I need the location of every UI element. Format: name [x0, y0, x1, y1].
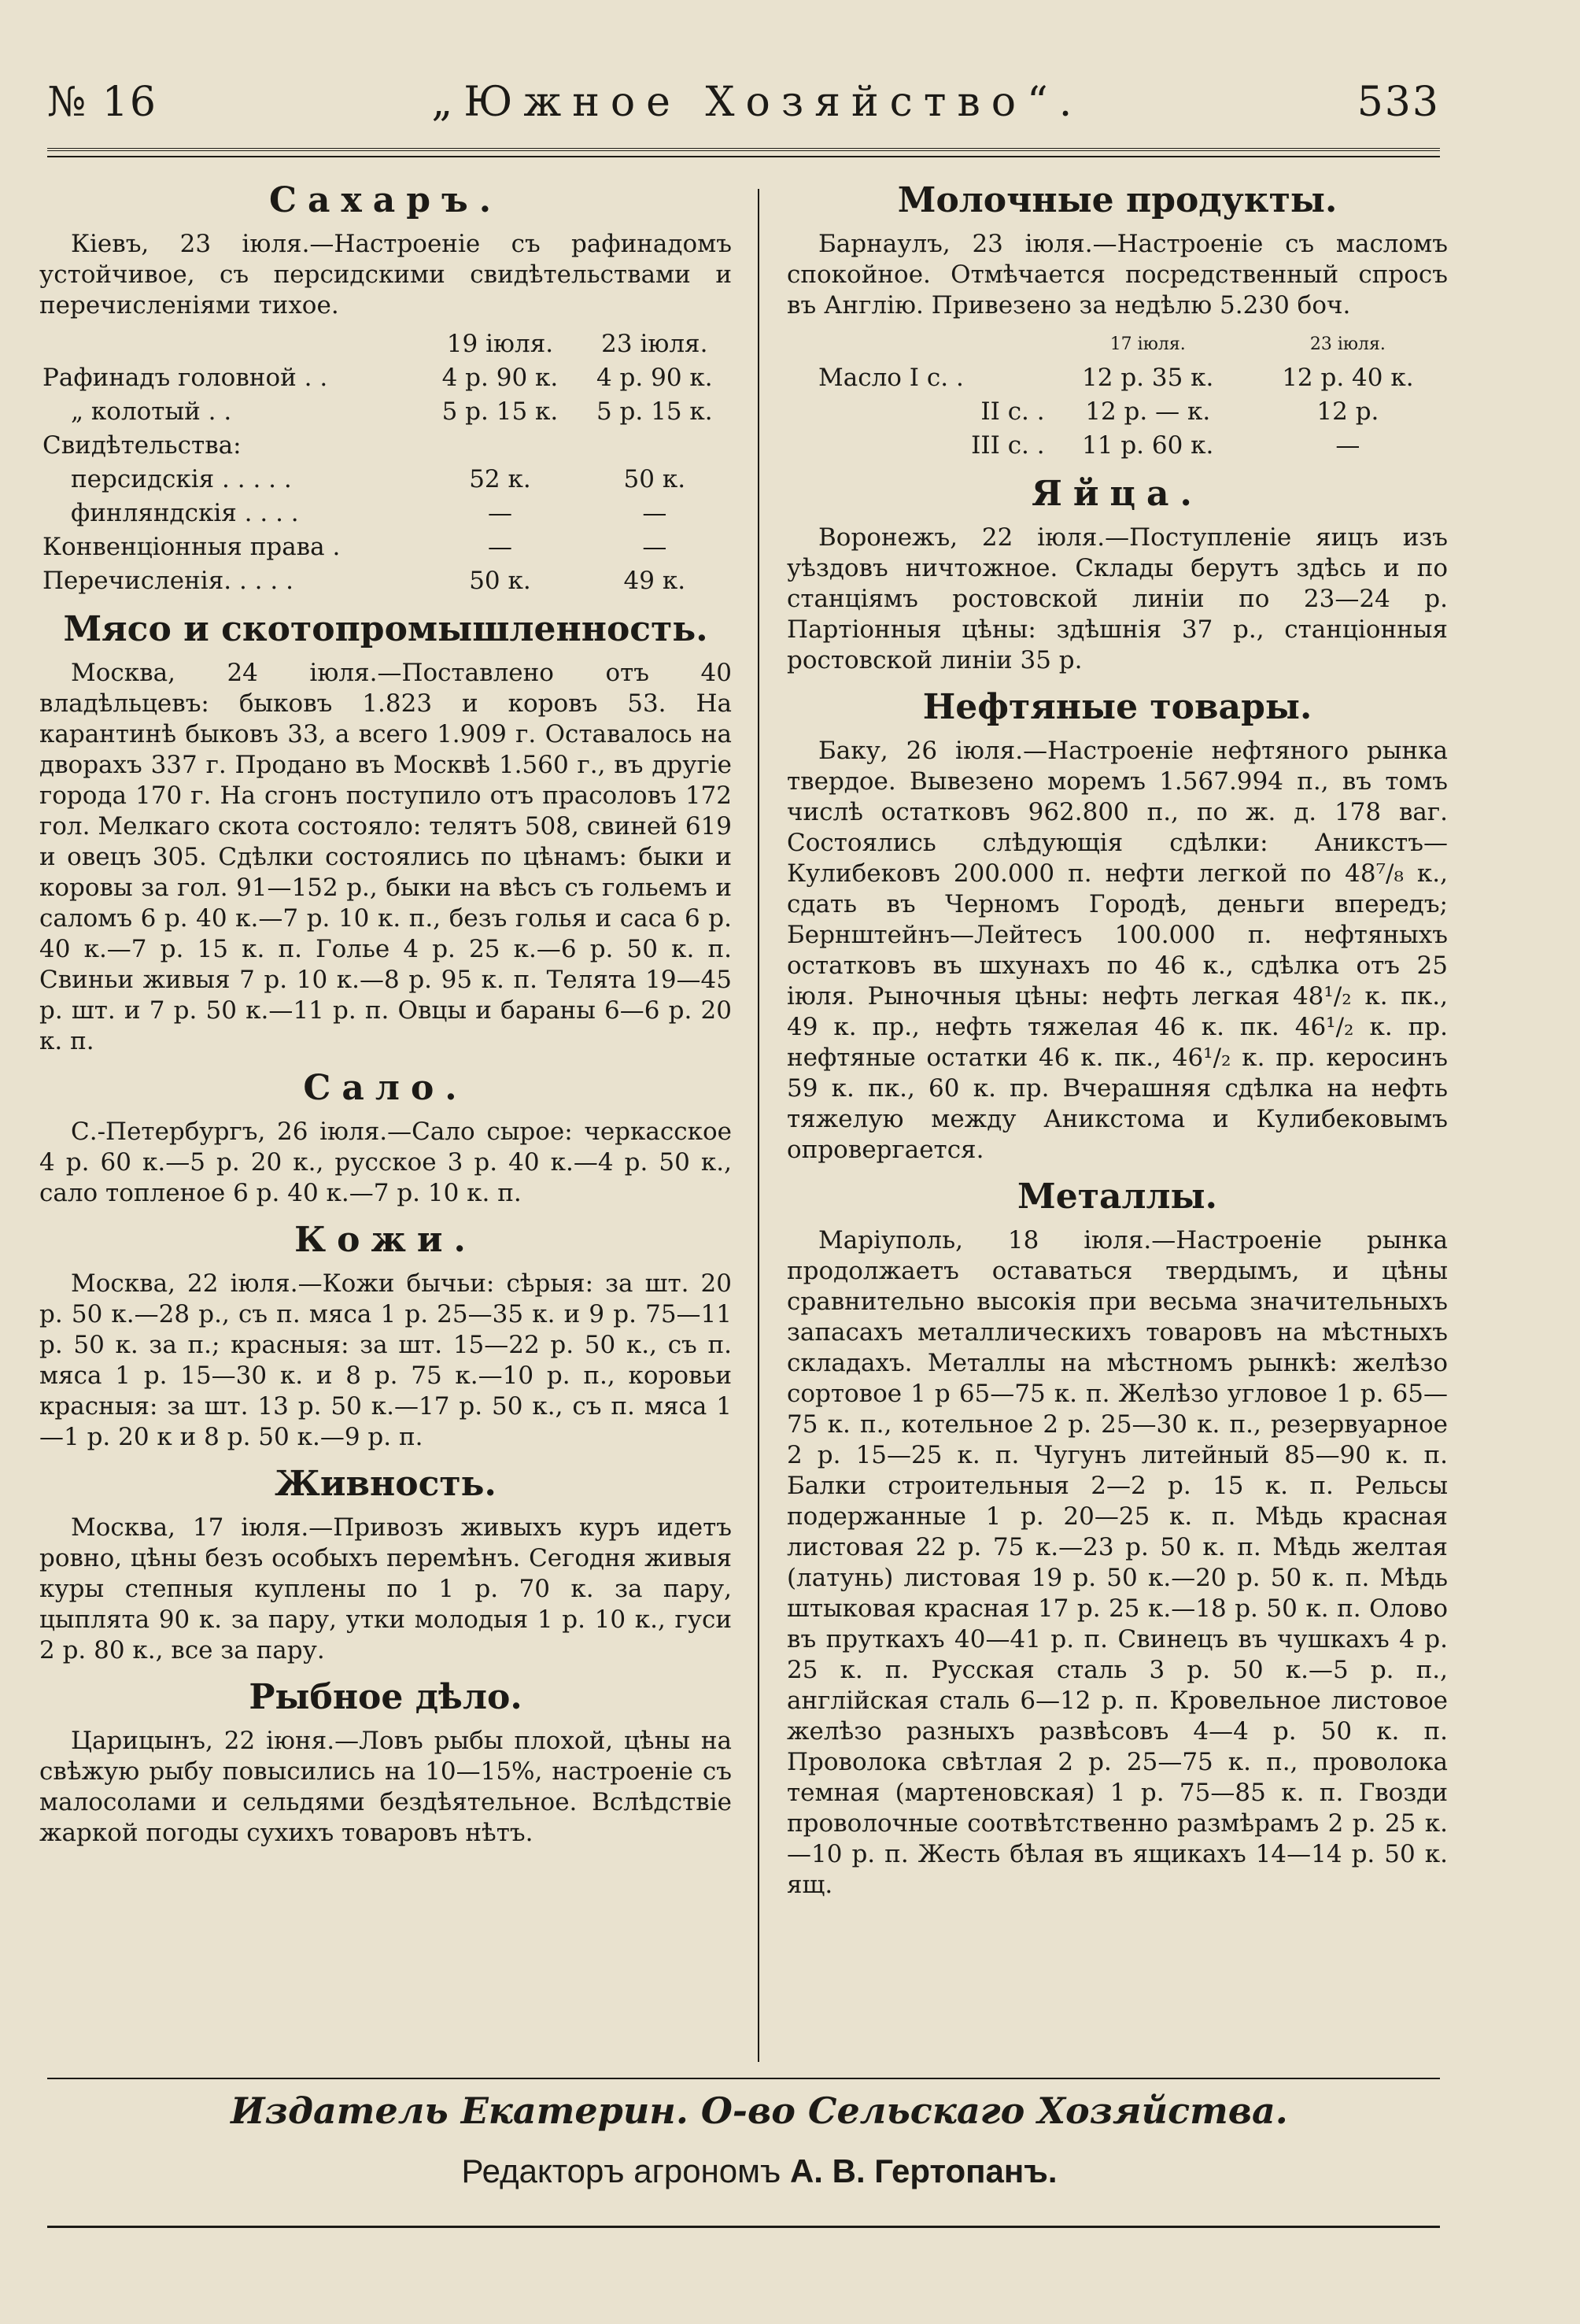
oil-report: Баку, 26 іюля.—Настроеніе нефтяного рынка твердое. Вывезено моремъ 1.567.994 п., въ томъ числѣ остатковъ 962.800 п., по ж. д. 178 ваг. Состоялись слѣдующія сдѣлки: Аникстъ—Кулибековъ 200.000 п. нефти легкой по 48⁷/₈ к., сдать въ Черномъ Городѣ, деньги впередъ; Бернштейнъ—Лейтесъ 100.000 п. нефтяныхъ остатковъ въ шхунахъ по 46 к., сдѣлка отъ 25 іюля. Рыночныя цѣны: нефть легкая 48¹/₂ к. пк., 49 к. пр., нефть тяжелая 46 к. пк. 46¹/₂ к. пр. нефтяные остатки 46 к. пк., 46¹/₂ к. пр. керосинъ 59 к. пк., 60 к. пр. Вчерашняя сдѣлка на нефть тяжелую между Аникстома и Кулибековымъ опровергается.	[787, 737, 1448, 1164]
column-divider	[758, 189, 759, 2062]
section-title-dairy: Молочные продукты.	[897, 180, 1338, 220]
left-column	[39, 169, 732, 1855]
row-value	[423, 429, 577, 463]
header-rule	[47, 148, 1440, 151]
row-value: —	[1335, 431, 1360, 460]
row-label: II с. .	[980, 397, 1045, 426]
row-value	[578, 429, 732, 463]
row-value: —	[642, 533, 667, 561]
table-row	[39, 530, 732, 564]
row-value: —	[487, 533, 512, 561]
row-label: финляндскія . . . .	[71, 499, 299, 527]
row-label: Рафинадъ головной . .	[42, 364, 328, 392]
publisher-line: Издатель Екатерин. О-во Сельскаго Хозяйства.	[231, 2089, 1288, 2132]
table-row	[787, 429, 1448, 463]
meat-report: Москва, 24 іюля.—Поставлено отъ 40 владѣльцевъ: быковъ 1.823 и коровъ 53. На карантинѣ быковъ 33, а всего 1.909 г. Оставалось на дворахъ 337 г. Продано въ Москвѣ 1.560 г., въ другіе города 170 г. На сгонъ поступило отъ прасоловъ 172 гол. Мелкаго скота состояло: телятъ 508, свиней 619 и овецъ 305. Сдѣлки состоялись по цѣнамъ: быки и коровы за гол. 91—152 р., быки на вѣсъ съ гольемъ и саломъ 6 р. 40 к.—7 р. 10 к. п., безъ голья и саса 6 р. 40 к.—7 р. 15 к. п. Голье 4 р. 25 к.—6 р. 50 к. п. Свиньи живыя 7 р. 10 к.—8 р. 95 к. п. Телята 19—45 р. шт. и 7 р. 50 к.—11 р. п. Овцы и бараны 6—6 р. 20 к. п.	[39, 659, 732, 1055]
table-row	[39, 497, 732, 530]
row-value: 5 р. 15 к.	[596, 397, 713, 426]
issue-number: № 16	[47, 79, 157, 126]
section-title-oil: Нефтяные товары.	[922, 687, 1312, 727]
column-date-1: 17 іюля.	[1109, 334, 1186, 354]
editor-prefix: Редакторъ агрономъ	[461, 2152, 781, 2189]
row-label: Масло I с. .	[818, 364, 964, 392]
table-row	[39, 361, 732, 395]
row-value: 5 р. 15 к.	[441, 397, 559, 426]
row-value: 49 к.	[623, 567, 686, 595]
poultry-report: Москва, 17 іюля.—Привозъ живыхъ куръ идетъ ровно, цѣны безъ особыхъ перемѣнъ. Сегодня живыя куры степныя куплены по 1 р. 70 к. за пару, цыплята 90 к. за пару, утки молодыя 1 р. 10 к., гуси 2 р. 80 к., все за пару.	[39, 1513, 732, 1664]
row-value: —	[487, 499, 512, 527]
section-title-metals: Металлы.	[1017, 1177, 1217, 1217]
row-value: 4 р. 90 к.	[441, 364, 559, 392]
row-label: „ колотый . .	[71, 397, 232, 426]
section-title-eggs: Яйца.	[1032, 474, 1203, 514]
footer-rule	[47, 2078, 1440, 2079]
table-row	[39, 395, 732, 429]
row-label: Конвенціонныя права .	[42, 533, 341, 561]
column-date-1: 19 іюля.	[446, 330, 554, 358]
row-value: —	[642, 499, 667, 527]
row-label: Перечисленія. . . . .	[42, 567, 293, 595]
row-label: III с. .	[971, 431, 1045, 460]
editor-line	[0, 2152, 1519, 2190]
table-header-row	[787, 327, 1448, 361]
eggs-report: Воронежъ, 22 іюля.—Поступленіе яицъ изъ уѣздовъ ничтожное. Склады берутъ здѣсь и по станціямъ ростовской линіи по 23—24 р. Партіонныя цѣны: здѣшнія 37 р., станціонныя ростовской линіи 35 р.	[787, 523, 1448, 674]
section-title-hides: Кожи.	[294, 1220, 477, 1260]
row-label: персидскія . . . . .	[71, 465, 292, 493]
lard-report: С.-Петербургъ, 26 іюля.—Сало сырое: черкасское 4 р. 60 к.—5 р. 20 к., русское 3 р. 40 к.—4 р. 50 к., сало топленое 6 р. 40 к.—7 р. 10 к. п.	[39, 1118, 732, 1207]
section-title-lard: Сало.	[303, 1068, 468, 1108]
right-column	[787, 169, 1448, 1907]
section-title-poultry: Живность.	[275, 1464, 497, 1504]
section-title-sugar: Сахаръ.	[268, 180, 503, 220]
metals-report: Маріуполь, 18 іюля.—Настроеніе рынка продолжаетъ оставаться твердымъ, и цѣны сравнительно высокія при весьма значительныхъ запасахъ металлическихъ товаровъ на мѣстныхъ складахъ. Металлы на мѣстномъ рынкѣ: желѣзо сортовое 1 р 65—75 к. п. Желѣзо угловое 1 р. 65—75 к. п., котельное 2 р. 25—30 к. п., резервуарное 2 р. 15—25 к. п. Чугунъ литейный 85—90 к. п. Балки строительныя 2—2 р. 15 к. п. Рельсы подержанные 1 р. 20—25 к. п. Мѣдь красная листовая 22 р. 75 к.—23 р. 50 к. п. Мѣдь желтая (латунь) листовая 19 р. 50 к.—20 р. 50 к. п. Мѣдь штыковая красная 17 р. 25 к.—18 р. 50 к. п. Олово въ пруткахъ 40—41 р. п. Свинецъ въ чушкахъ 4 р. 25 к. п. Русская сталь 3 р. 50 к.—5 р. п., англійская сталь 6—12 р. п. Кровельное листовое желѣзо разныхъ развѣсовъ 4—4 р. 50 к. п. Проволока свѣтлая 2 р. 25—75 к. п., проволока темная (мартеновская) 1 р. 75—85 к. п. Гвозди проволочные соотвѣтственно размѣрамъ 2 р. 25 к.—10 р. п. Жесть бѣлая въ ящикахъ 14—14 р. 50 к. ящ.	[787, 1226, 1448, 1899]
hides-report: Москва, 22 іюля.—Кожи бычьи: сѣрыя: за шт. 20 р. 50 к.—28 р., съ п. мяса 1 р. 25—35 к. и 9 р. 75—11 р. 50 к. за п.; красныя: за шт. 15—22 р. 50 к., съ п. мяса 1 р. 15—30 к. и 8 р. 75 к.—10 р. п., коровьи красныя: за шт. 13 р. 50 к.—17 р. 50 к., съ п. мяса 1—1 р. 20 к и 8 р. 50 к.—9 р. п.	[39, 1269, 732, 1451]
editor-name: А. В. Гертопанъ.	[789, 2152, 1058, 2189]
sugar-price-table	[39, 327, 732, 598]
row-value: 4 р. 90 к.	[596, 364, 713, 392]
row-value: 12 р. — к.	[1085, 397, 1211, 426]
column-date-2: 23 іюля.	[1309, 334, 1386, 354]
row-value: 50 к.	[623, 465, 686, 493]
dairy-report: Барнаулъ, 23 іюля.—Настроеніе съ масломъ спокойное. Отмѣчается посредственный спросъ въ Англію. Привезено за недѣлю 5.230 боч.	[787, 230, 1448, 320]
table-row	[39, 429, 732, 463]
row-label: Свидѣтельства:	[42, 431, 242, 460]
sugar-report: Кіевъ, 23 іюля.—Настроеніе съ рафинадомъ устойчивое, съ персидскими свидѣтельствами и перечисленіями тихое.	[39, 230, 732, 320]
row-value: 11 р. 60 к.	[1082, 431, 1214, 460]
table-header-row	[39, 327, 732, 361]
journal-title: „Южное Хозяйство“.	[431, 79, 1083, 126]
page-number: 533	[1357, 79, 1440, 126]
row-value: 12 р. 35 к.	[1082, 364, 1214, 392]
row-value: 50 к.	[469, 567, 531, 595]
section-title-fish: Рыбное дѣло.	[249, 1677, 522, 1717]
header-rule-thin	[47, 156, 1440, 157]
running-head	[47, 79, 1440, 142]
row-value: 12 р.	[1316, 397, 1379, 426]
table-row	[787, 395, 1448, 429]
section-title-meat: Мясо и скотопромышленность.	[63, 609, 708, 649]
footer-rule-bottom	[47, 2226, 1440, 2228]
dairy-price-table	[787, 327, 1448, 463]
column-date-2: 23 іюля.	[601, 330, 708, 358]
row-value: 52 к.	[469, 465, 531, 493]
table-row	[39, 463, 732, 497]
table-row	[39, 564, 732, 598]
row-value: 12 р. 40 к.	[1282, 364, 1414, 392]
fish-report: Царицынъ, 22 іюня.—Ловъ рыбы плохой, цѣны на свѣжую рыбу повысились на 10—15%, настроеніе съ малосолами и сельдями бездѣятельное. Вслѣдствіе жаркой погоды сухихъ товаровъ нѣтъ.	[39, 1727, 732, 1847]
table-row	[787, 361, 1448, 395]
